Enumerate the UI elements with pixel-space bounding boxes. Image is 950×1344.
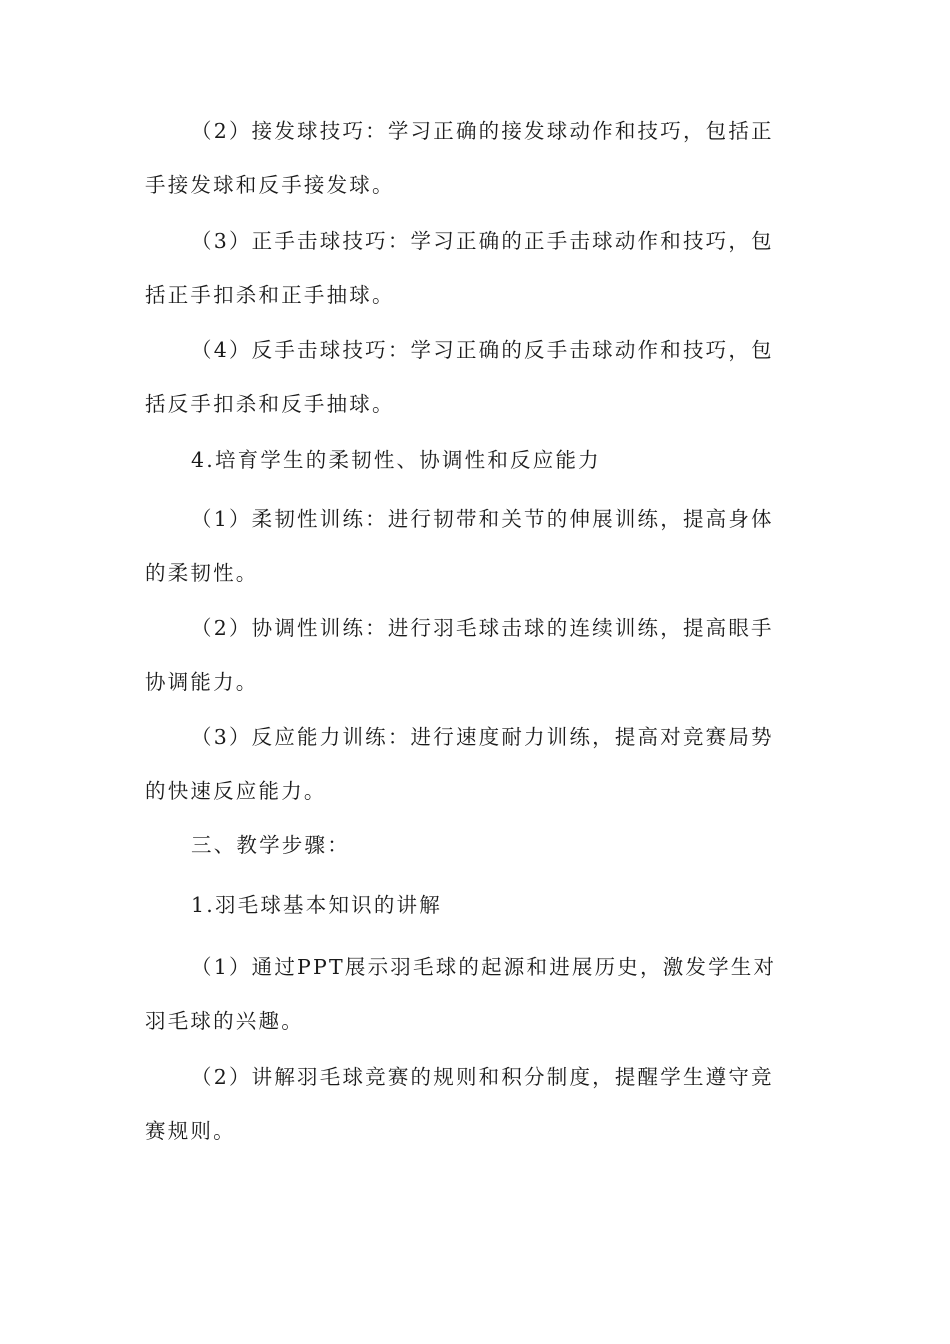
paragraph-serve-receive: （2）接发球技巧：学习正确的接发球动作和技巧，包括正手接发球和反手接发球。	[145, 119, 774, 197]
paragraph-coordination-training: （2）协调性训练：进行羽毛球击球的连续训练，提高眼手协调能力。	[145, 616, 774, 694]
heading-flexibility-coordination: 4.培育学生的柔韧性、协调性和反应能力	[191, 448, 601, 472]
paragraph-flexibility-training: （1）柔韧性训练：进行韧带和关节的伸展训练，提高身体的柔韧性。	[145, 507, 774, 585]
paragraph-forehand: （3）正手击球技巧：学习正确的正手击球动作和技巧，包括正手扣杀和正手抽球。	[145, 229, 774, 307]
heading-basic-knowledge: 1.羽毛球基本知识的讲解	[191, 893, 442, 917]
paragraph-rules: （2）讲解羽毛球竞赛的规则和积分制度，提醒学生遵守竞赛规则。	[145, 1065, 774, 1143]
section-heading-teaching-steps: 三、教学步骤：	[191, 833, 350, 857]
paragraph-ppt-history: （1）通过PPT展示羽毛球的起源和进展历史，激发学生对羽毛球的兴趣。	[145, 955, 777, 1033]
paragraph-reaction-training: （3）反应能力训练：进行速度耐力训练，提高对竞赛局势的快速反应能力。	[145, 725, 774, 803]
paragraph-backhand: （4）反手击球技巧：学习正确的反手击球动作和技巧，包括反手扣杀和反手抽球。	[145, 338, 774, 416]
